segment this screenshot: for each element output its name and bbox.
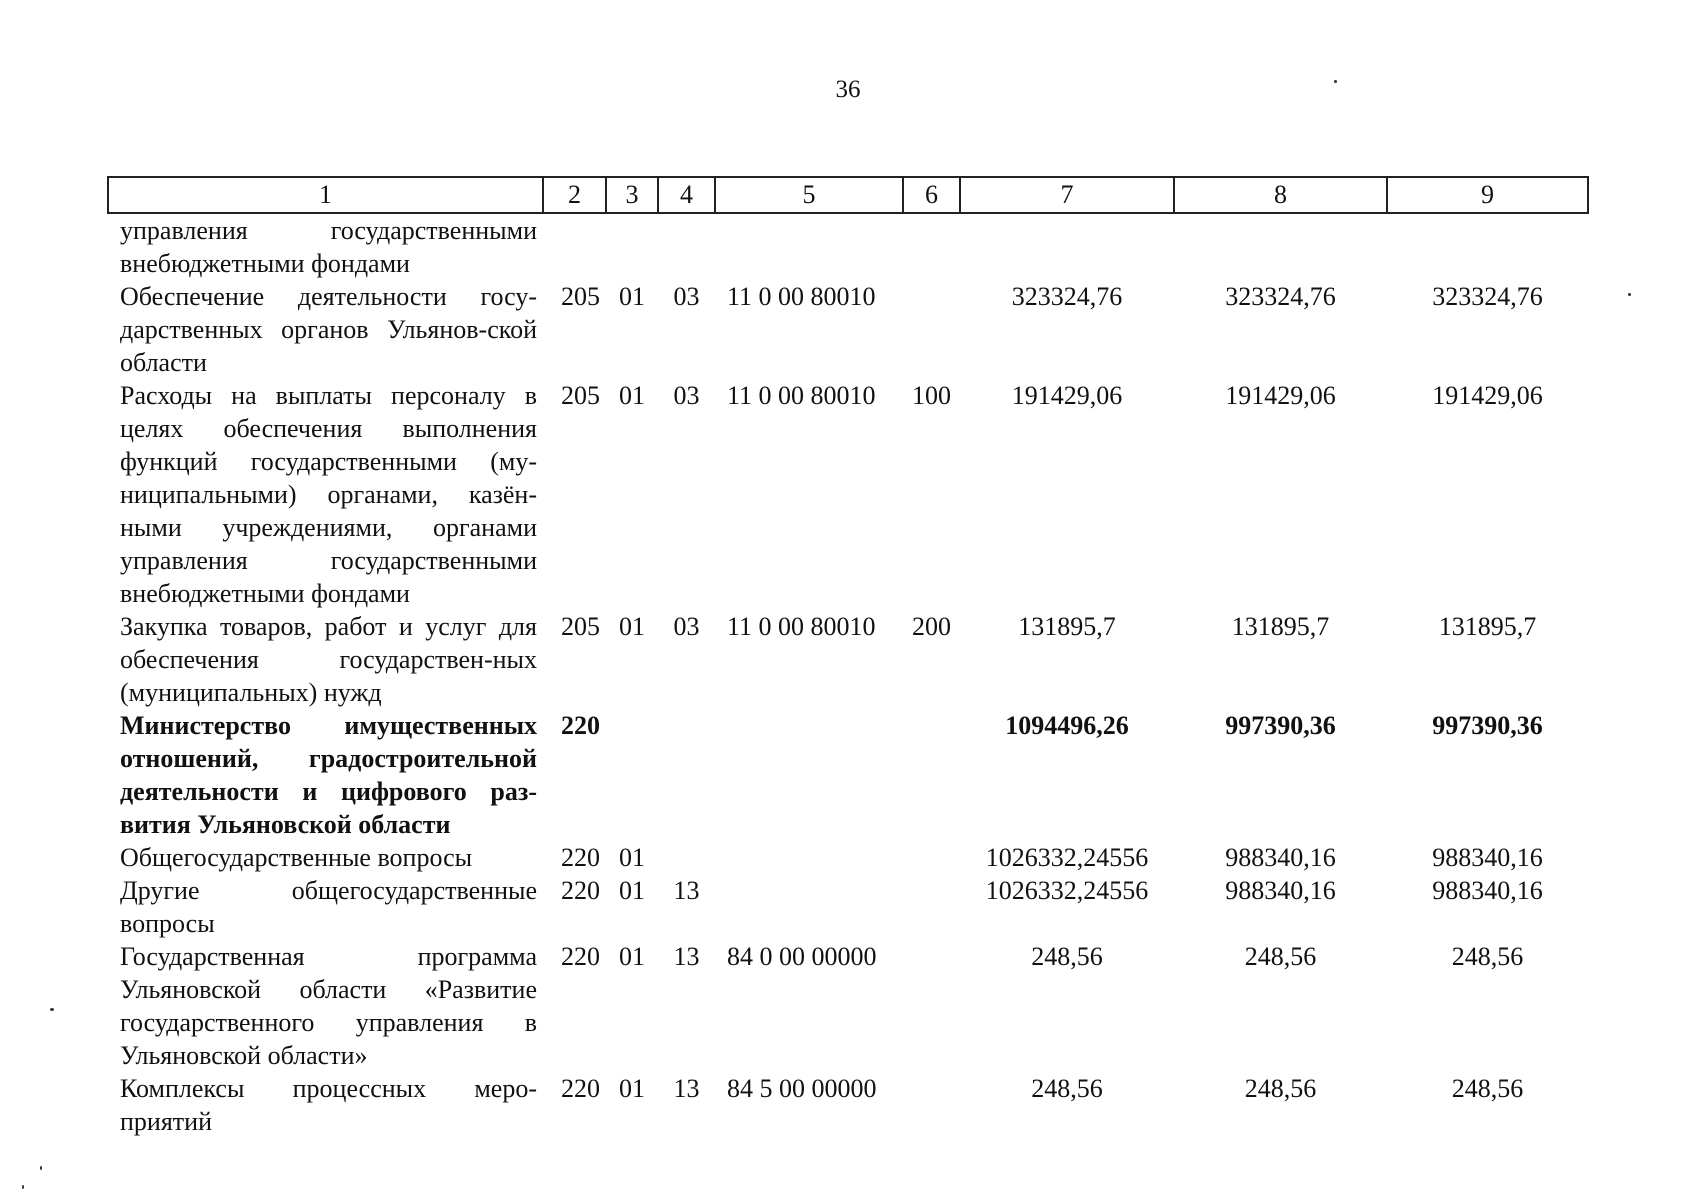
amount-col8-cell	[1174, 213, 1387, 280]
admin-code-cell: 220	[561, 1074, 600, 1103]
subsection-code-cell: 03	[673, 612, 700, 641]
column-header: 9	[1387, 177, 1588, 213]
target-article-cell	[715, 213, 903, 280]
admin-code-cell: 220	[561, 942, 600, 971]
amount-col8-cell: 323324,76	[1225, 282, 1336, 311]
target-article-cell: 11 0 00 80010	[727, 612, 876, 641]
budget-table	[107, 176, 1589, 1138]
column-header: 6	[903, 177, 960, 213]
column-header: 8	[1174, 177, 1387, 213]
subsection-code-cell	[658, 213, 715, 280]
amount-col7-cell: 191429,06	[1011, 381, 1123, 410]
target-article-cell	[715, 874, 903, 940]
section-code-cell	[606, 213, 658, 280]
subsection-code-cell: 13	[673, 942, 700, 971]
expense-type-cell	[903, 874, 960, 940]
column-header: 2	[543, 177, 606, 213]
amount-col7-cell: 1026332,24556	[985, 843, 1149, 872]
amount-col8-cell: 988340,16	[1225, 876, 1336, 905]
admin-code-cell: 205	[561, 381, 600, 410]
scan-speck	[50, 1008, 54, 1011]
amount-col8-cell: 248,56	[1244, 1074, 1317, 1103]
amount-col8-cell: 191429,06	[1225, 381, 1336, 410]
expense-type-cell	[903, 940, 960, 1072]
amount-col8-cell: 131895,7	[1231, 612, 1330, 641]
column-header: 5	[715, 177, 903, 213]
expense-type-cell	[903, 280, 960, 379]
amount-col7-cell: 1094496,26	[1005, 711, 1129, 740]
table-row	[108, 709, 1588, 841]
table-row	[108, 610, 1588, 709]
subsection-code-cell: 03	[673, 381, 700, 410]
section-code-cell: 01	[619, 1074, 645, 1103]
target-article-cell: 11 0 00 80010	[727, 282, 876, 311]
scan-speck	[1334, 80, 1337, 83]
amount-col9-cell: 988340,16	[1432, 843, 1543, 872]
amount-col9-cell: 997390,36	[1432, 711, 1543, 740]
section-code-cell: 01	[619, 942, 645, 971]
amount-col7-cell: 323324,76	[1011, 282, 1123, 311]
column-header: 3	[606, 177, 658, 213]
column-header: 4	[658, 177, 715, 213]
section-code-cell: 01	[619, 282, 645, 311]
target-article-cell: 84 0 00 00000	[727, 942, 877, 971]
row-name-cell: Министерство имущественных отношений, градостроительной деятельности и цифрового раз-вития Ульяновской области	[120, 711, 537, 839]
table-row	[108, 280, 1588, 379]
scan-speck	[1628, 293, 1631, 296]
subsection-code-cell: 13	[673, 876, 700, 905]
column-header: 1	[108, 177, 543, 213]
table-row	[108, 940, 1588, 1072]
subsection-code-cell: 13	[673, 1074, 700, 1103]
expense-type-cell	[903, 841, 960, 874]
amount-col7-cell: 1026332,24556	[985, 876, 1149, 905]
amount-col9-cell: 248,56	[1451, 1074, 1524, 1103]
expense-type-cell: 200	[912, 612, 951, 641]
header-row	[108, 177, 1588, 213]
table-row	[108, 213, 1588, 280]
amount-col7-cell: 248,56	[1031, 1074, 1103, 1103]
admin-code-cell: 220	[561, 711, 600, 740]
admin-code-cell: 205	[561, 612, 600, 641]
table-row	[108, 379, 1588, 610]
section-code-cell: 01	[619, 876, 645, 905]
row-name-cell: Государственная программа Ульяновской области «Развитие государственного управления в Ульяновской области»	[120, 942, 537, 1070]
amount-col9-cell: 131895,7	[1438, 612, 1537, 641]
row-name-cell: управления государственными внебюджетными фондами	[120, 216, 537, 278]
row-name-cell: Закупка товаров, работ и услуг для обеспечения государствен-ных (муниципальных) нужд	[120, 612, 537, 707]
table-row	[108, 841, 1588, 874]
target-article-cell	[715, 709, 903, 841]
amount-col9-cell: 248,56	[1451, 942, 1524, 971]
scan-speck	[40, 1166, 42, 1170]
row-name-cell: Комплексы процессных меро-приятий	[120, 1074, 537, 1136]
subsection-code-cell	[658, 709, 715, 841]
row-name-cell: Общегосударственные вопросы	[120, 843, 473, 872]
target-article-cell	[715, 841, 903, 874]
subsection-code-cell	[658, 841, 715, 874]
amount-col9-cell: 191429,06	[1432, 381, 1543, 410]
expense-type-cell: 100	[912, 381, 951, 410]
section-code-cell	[606, 709, 658, 841]
table-row	[108, 1072, 1588, 1138]
amount-col7-cell: 131895,7	[1018, 612, 1116, 641]
subsection-code-cell: 03	[673, 282, 700, 311]
amount-col8-cell: 988340,16	[1225, 843, 1336, 872]
amount-col7-cell	[960, 213, 1174, 280]
page-number: 36	[835, 76, 861, 103]
target-article-cell: 84 5 00 00000	[727, 1074, 877, 1103]
row-name-cell: Обеспечение деятельности госу-дарственных органов Ульянов-ской области	[120, 282, 537, 377]
expense-type-cell	[903, 1072, 960, 1138]
amount-col7-cell: 248,56	[1031, 942, 1103, 971]
scan-speck	[22, 1185, 24, 1189]
target-article-cell: 11 0 00 80010	[727, 381, 876, 410]
section-code-cell: 01	[619, 612, 645, 641]
amount-col8-cell: 248,56	[1244, 942, 1317, 971]
column-header: 7	[960, 177, 1174, 213]
section-code-cell: 01	[619, 381, 645, 410]
expense-type-cell	[903, 213, 960, 280]
admin-code-cell	[543, 213, 606, 280]
amount-col9-cell: 988340,16	[1432, 876, 1543, 905]
admin-code-cell: 205	[561, 282, 600, 311]
amount-col9-cell: 323324,76	[1432, 282, 1543, 311]
amount-col8-cell: 997390,36	[1225, 711, 1336, 740]
row-name-cell: Расходы на выплаты персоналу в целях обеспечения выполнения функций государственными (му-ниципальными) органами, казён-ными учреждениями, органами управления государственными внебюджетными фондами	[120, 381, 537, 608]
admin-code-cell: 220	[561, 876, 600, 905]
section-code-cell: 01	[619, 843, 645, 872]
row-name-cell: Другие общегосударственные вопросы	[120, 876, 537, 938]
amount-col9-cell	[1387, 213, 1588, 280]
table-row	[108, 874, 1588, 940]
expense-type-cell	[903, 709, 960, 841]
admin-code-cell: 220	[561, 843, 600, 872]
